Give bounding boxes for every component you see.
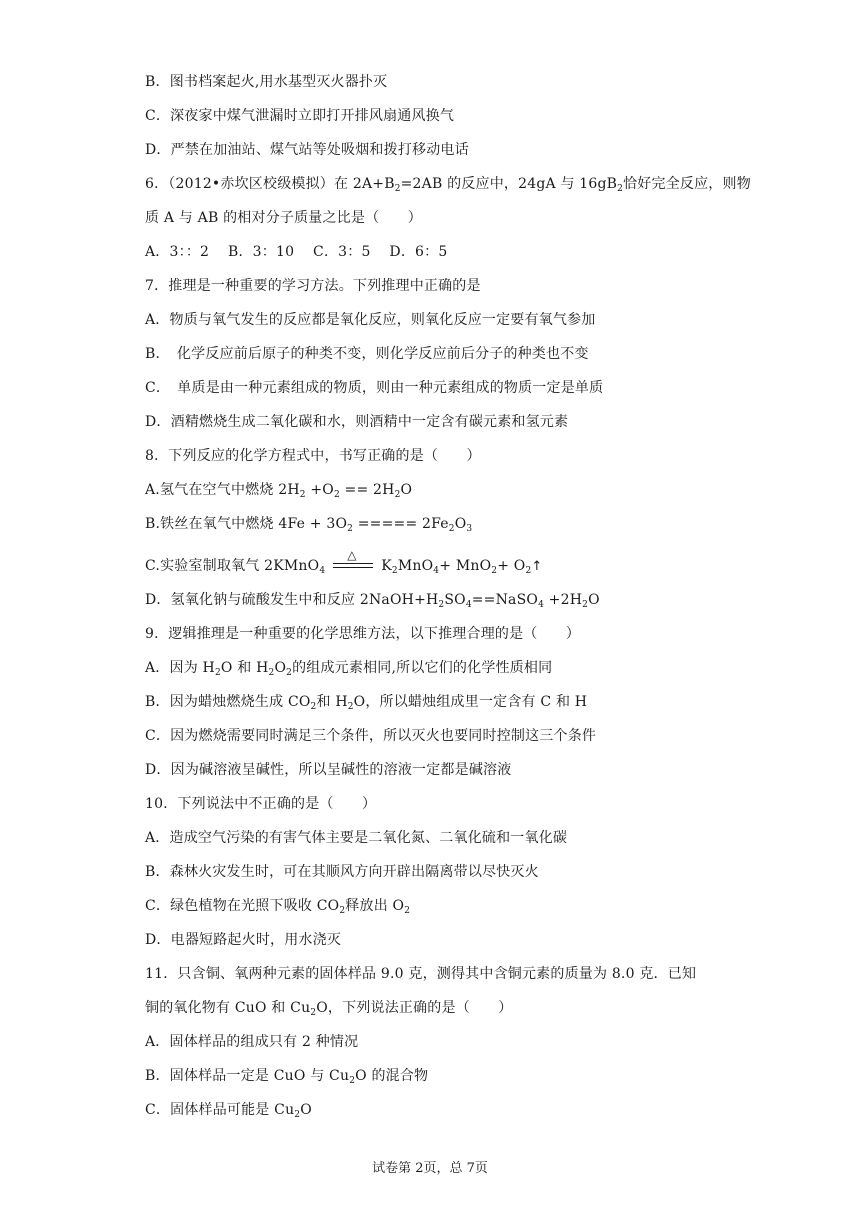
q10-option-a: A．造成空气污染的有害气体主要是二氧化氮、二氧化硫和一氧化碳: [145, 830, 568, 846]
q6-options: A．3：：2 B．3：10 C．3：5 D．6：5: [145, 244, 448, 260]
q5-option-d: D．严禁在加油站、煤气站等处吸烟和拨打移动电话: [145, 142, 469, 158]
gas-arrow-up-icon: ↑: [531, 559, 543, 574]
q6-stem: 6．（2012•赤坎区校级模拟）在 $2A+B_2=2AB$ 的反应中，24gA 与 $16gB_2$恰好完全反应，则物: [145, 176, 751, 194]
q5-option-b: B．图书档案起火,用水基型灭火器扑灭: [145, 74, 388, 90]
q11-stem: 11．只含铜、氧两种元素的固体样品 9.0 克，测得其中含铜元素的质量为 8.0 克．已知: [145, 966, 697, 982]
q9-option-d: D．因为碱溶液呈碱性，所以呈碱性的溶液一定都是碱溶液: [145, 762, 512, 778]
q8-option-b: B.铁丝在氧气中燃烧 $4Fe + 3O_2$ ===== $2Fe_2O_3$: [145, 516, 473, 534]
q7-option-c: C． 单质是由一种元素组成的物质，则由一种元素组成的物质一定是单质: [145, 380, 604, 396]
q10-stem: 10．下列说法中不正确的是（ ）: [145, 796, 377, 812]
q5-option-c: C．深夜家中煤气泄漏时立即打开排风扇通风换气: [145, 108, 455, 124]
heating-condition-sign: [333, 548, 373, 576]
q9-option-c: C．因为燃烧需要同时满足三个条件，所以灭火也要同时控制这三个条件: [145, 728, 597, 744]
page-footer: 试卷第 2页，总 7页: [372, 1161, 488, 1176]
q11-option-a: A．固体样品的组成只有 2 种情况: [145, 1034, 359, 1050]
q7-option-a: A．物质与氧气发生的反应都是氧化反应，则氧化反应一定要有氧气参加: [145, 312, 596, 328]
q8-stem: 8．下列反应的化学方程式中，书写正确的是（ ）: [145, 448, 481, 464]
q9-option-b: B．因为蜡烛燃烧生成 $CO_2$和 $H_2O$，所以蜡烛组成里一定含有 C 和 H: [145, 694, 588, 712]
q9-option-a: A．因为 $H_2O$ 和 $H_2O_2$的组成元素相同,所以它们的化学性质相同: [145, 660, 553, 678]
q8-option-c: C.实验室制取氧气 2KMnO$_4$ △ $K_2MnO_4+ MnO_2+$ $O_2↑$: [145, 548, 543, 576]
q11-stem-line2: 铜的氧化物有 CuO 和 $Cu_2O$，下列说法正确的是（ ）: [145, 1000, 513, 1018]
q10-option-c: C．绿色植物在光照下吸收 $CO_2$释放出 $O_2$: [145, 898, 411, 916]
q11-option-b: B．固体样品一定是 CuO 与 $Cu_2O$ 的混合物: [145, 1068, 429, 1086]
q7-option-d: D．酒精燃烧生成二氧化碳和水，则酒精中一定含有碳元素和氢元素: [145, 414, 569, 430]
q9-stem: 9．逻辑推理是一种重要的化学思维方法，以下推理合理的是（ ）: [145, 626, 581, 642]
q10-option-b: B．森林火灾发生时，可在其顺风方向开辟出隔离带以尽快灭火: [145, 864, 539, 880]
q7-stem: 7．推理是一种重要的学习方法。下列推理中正确的是: [145, 278, 481, 294]
q10-option-d: D．电器短路起火时，用水浇灭: [145, 932, 342, 948]
q8-option-d: D．氢氧化钠与硫酸发生中和反应 $2NaOH+H_2SO_4==NaSO_4 +2H_2O$: [145, 592, 600, 610]
q11-option-c: C．固体样品可能是 $Cu_2O$: [145, 1102, 312, 1120]
q7-option-b: B． 化学反应前后原子的种类不变，则化学反应前后分子的种类也不变: [145, 346, 589, 362]
q6-stem-line2: 质 A 与 AB 的相对分子质量之比是（ ）: [145, 210, 422, 226]
q8-option-a: A.氢气在空气中燃烧 $2H_2 +O_2 == 2H_2O$: [145, 482, 413, 500]
heat-triangle-icon: △: [347, 548, 357, 562]
